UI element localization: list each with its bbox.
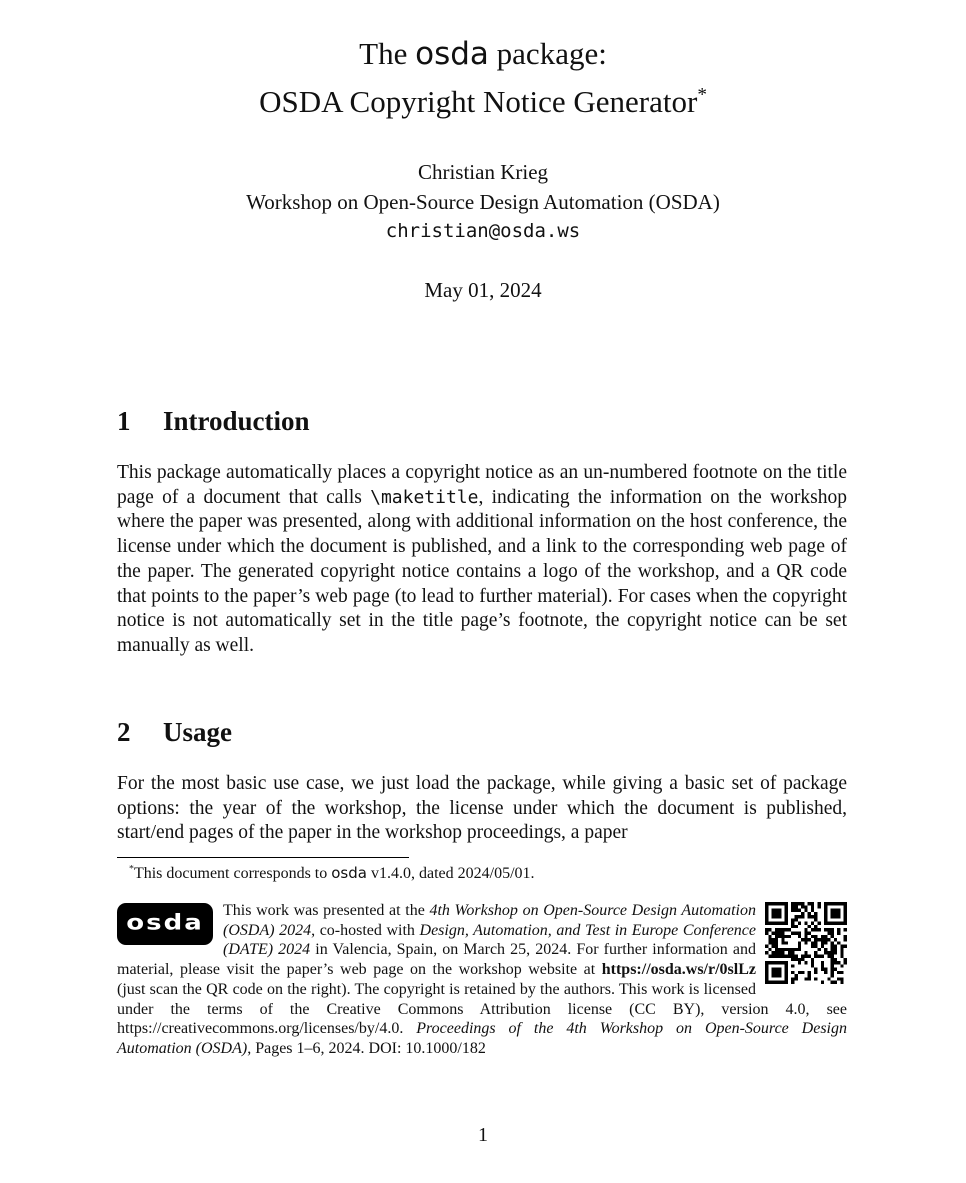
paper-title: [0, 30, 966, 125]
author-name: Christian Krieg: [417, 160, 549, 184]
section-number: 2: [117, 717, 131, 747]
page-number: 1: [478, 1124, 488, 1146]
title-line-1: [0, 30, 966, 78]
osda-logo-text: osda: [126, 910, 204, 936]
package-name: osda: [415, 36, 489, 72]
footnote-mark: *: [129, 863, 134, 875]
osda-logo: [117, 903, 213, 945]
introduction-paragraph: This package automatically places a copyright notice as an un-numbered footnote on the title page of a document that calls \maketitle, indicating the information on the workshop where the paper was presented, along with additional information on the host conference, the license under which the document is published, and a link to the corresponding web page of the paper. The generated copyright notice contains a logo of the workshop, and a QR code that points to the paper’s web page (to lead to further material). For cases when the copyright notice is not automatically set in the title page’s footnote, the copyright notice can be set manually as well.: [117, 462, 847, 656]
cc-license-link[interactable]: https://creativecommons.org/licenses/by/4.0: [117, 1020, 400, 1038]
workshop-name: 4th Workshop on Open-Source Design Automation (OSDA) 2024: [223, 902, 757, 939]
package-name: osda: [331, 864, 367, 882]
footnote-rule: [117, 857, 409, 858]
author-block: [0, 158, 966, 247]
section-title: Introduction: [163, 406, 310, 436]
paper-page-link[interactable]: https://osda.ws/r/0slLz: [601, 961, 756, 979]
section-heading-usage: [117, 717, 847, 748]
conference-name: Design, Automation, and Test in Europe Conference (DATE) 2024: [223, 921, 756, 959]
author-email[interactable]: christian@osda.ws: [385, 220, 581, 242]
title-line-2: OSDA Copyright Notice Generator*: [259, 84, 707, 119]
title-post: package:: [488, 36, 607, 71]
usage-paragraph: For the most basic use case, we just load the package, while giving a basic set of package options: the year of the workshop, the license under which the document is published, start/end pages of the paper in the workshop proceedings, a paper: [117, 773, 847, 844]
title-footnote: *This document corresponds to osda v1.4.0, dated 2024/05/01.: [129, 863, 535, 882]
author-affiliation: Workshop on Open-Source Design Automation (OSDA): [246, 189, 720, 214]
section-number: 1: [117, 406, 131, 436]
qr-code: [765, 902, 847, 984]
section-heading-introduction: [117, 406, 847, 437]
date: May 01, 2024: [424, 278, 542, 302]
proceedings-name: Proceedings of the 4th Workshop on Open-Source Design Automation (OSDA): [117, 1020, 848, 1057]
copyright-notice: osda This work was presented at the 4th Workshop on Open-Source Design Automation (OSDA) 2024, co-hosted with Design, Automation, and Test in Europe Conference (DATE) 2024 in Valencia, Spain, on March 25, 2024. For further information and material, please visit the paper’s web page on the workshop website at https://osda.ws/r/0slLz (just scan the QR code on the right). The copyright is retained by the authors. This work is licensed under the terms of the Creative Commons Attribution license (CC BY), version 4.0, see https://creativecommons.org/licenses/by/4.0. Proceedings of the 4th Workshop on Open-Source Design Automation (OSDA), Pages 1–6, 2024. DOI: 10.1000/182: [117, 902, 848, 1057]
title-pre: The: [359, 36, 416, 71]
maketitle-code: \maketitle: [370, 486, 479, 508]
title-footnote-mark: *: [697, 84, 707, 106]
section-title: Usage: [163, 717, 232, 747]
